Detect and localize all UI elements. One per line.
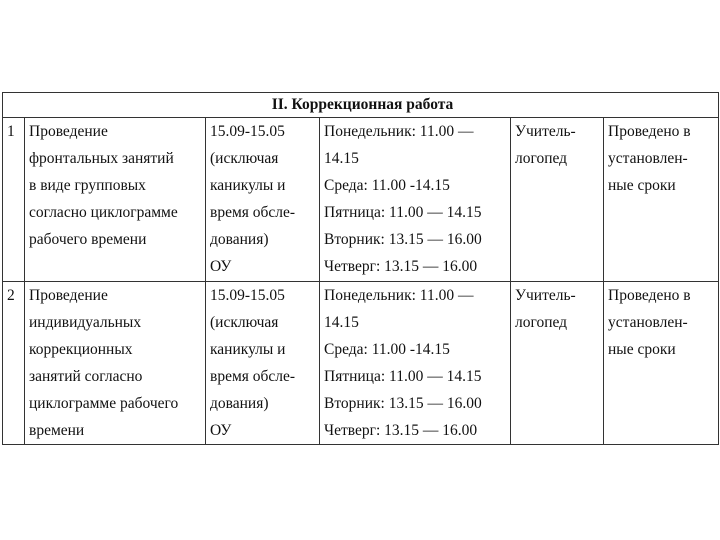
schedule-line: Четверг: 13.15 — 16.00: [324, 258, 478, 275]
num-line: 1: [7, 123, 15, 140]
responsible-cell: [511, 282, 604, 445]
period-cell: [206, 118, 320, 282]
period-line: дования): [210, 231, 269, 248]
section-title: II. Коррекционная работа: [3, 93, 719, 118]
result-line: Проведено в: [608, 123, 691, 140]
activity-line: Проведение: [29, 123, 108, 140]
period-line: дования): [210, 395, 269, 412]
period-line: 15.09-15.05: [210, 287, 285, 304]
activity-line: Проведение: [29, 287, 108, 304]
activity-line: циклограмме рабочего: [29, 395, 179, 412]
schedule-line: 14.15: [324, 314, 359, 331]
result-line: Проведено в: [608, 287, 691, 304]
result-cell: [604, 282, 719, 445]
schedule-line: Понедельник: 11.00 —: [324, 123, 474, 140]
schedule-line: Вторник: 13.15 — 16.00: [324, 395, 482, 412]
table-row: [3, 118, 719, 282]
activity-line: индивидуальных: [29, 314, 142, 331]
schedule-cell: [320, 118, 511, 282]
activity-cell: [25, 118, 206, 282]
row-number-cell: [3, 118, 25, 282]
schedule-line: Пятница: 11.00 — 14.15: [324, 204, 482, 221]
activity-line: рабочего времени: [29, 231, 147, 248]
table-row: [3, 282, 719, 445]
period-cell: [206, 282, 320, 445]
period-line: (исключая: [210, 150, 279, 167]
responsible-line: Учитель-: [515, 287, 576, 304]
period-line: 15.09-15.05: [210, 123, 285, 140]
result-line: установлен-: [608, 150, 688, 167]
correction-work-table: [2, 92, 719, 445]
result-line: установлен-: [608, 314, 688, 331]
schedule-line: Четверг: 13.15 — 16.00: [324, 422, 478, 439]
activity-line: согласно циклограмме: [29, 204, 178, 221]
responsible-line: логопед: [515, 150, 568, 167]
period-line: каникулы и: [210, 341, 286, 358]
activity-line: времени: [29, 422, 85, 439]
schedule-line: 14.15: [324, 150, 359, 167]
period-line: ОУ: [210, 258, 232, 275]
period-line: время обсле-: [210, 204, 296, 221]
result-cell: [604, 118, 719, 282]
schedule-line: Вторник: 13.15 — 16.00: [324, 231, 482, 248]
activity-line: фронтальных занятий: [29, 150, 174, 167]
activity-cell: [25, 282, 206, 445]
period-line: (исключая: [210, 314, 279, 331]
table-title-row: [3, 93, 719, 118]
schedule-line: Среда: 11.00 -14.15: [324, 341, 450, 358]
period-line: каникулы и: [210, 177, 286, 194]
schedule-cell: [320, 282, 511, 445]
responsible-line: Учитель-: [515, 123, 576, 140]
period-line: время обсле-: [210, 368, 296, 385]
activity-line: в виде групповых: [29, 177, 146, 194]
period-line: ОУ: [210, 422, 232, 439]
schedule-line: Понедельник: 11.00 —: [324, 287, 474, 304]
schedule-line: Среда: 11.00 -14.15: [324, 177, 450, 194]
activity-line: коррекционных: [29, 341, 133, 358]
row-number-cell: [3, 282, 25, 445]
activity-line: занятий согласно: [29, 368, 143, 385]
responsible-line: логопед: [515, 314, 568, 331]
num-line: 2: [7, 287, 15, 304]
result-line: ные сроки: [608, 341, 676, 358]
schedule-line: Пятница: 11.00 — 14.15: [324, 368, 482, 385]
result-line: ные сроки: [608, 177, 676, 194]
responsible-cell: [511, 118, 604, 282]
